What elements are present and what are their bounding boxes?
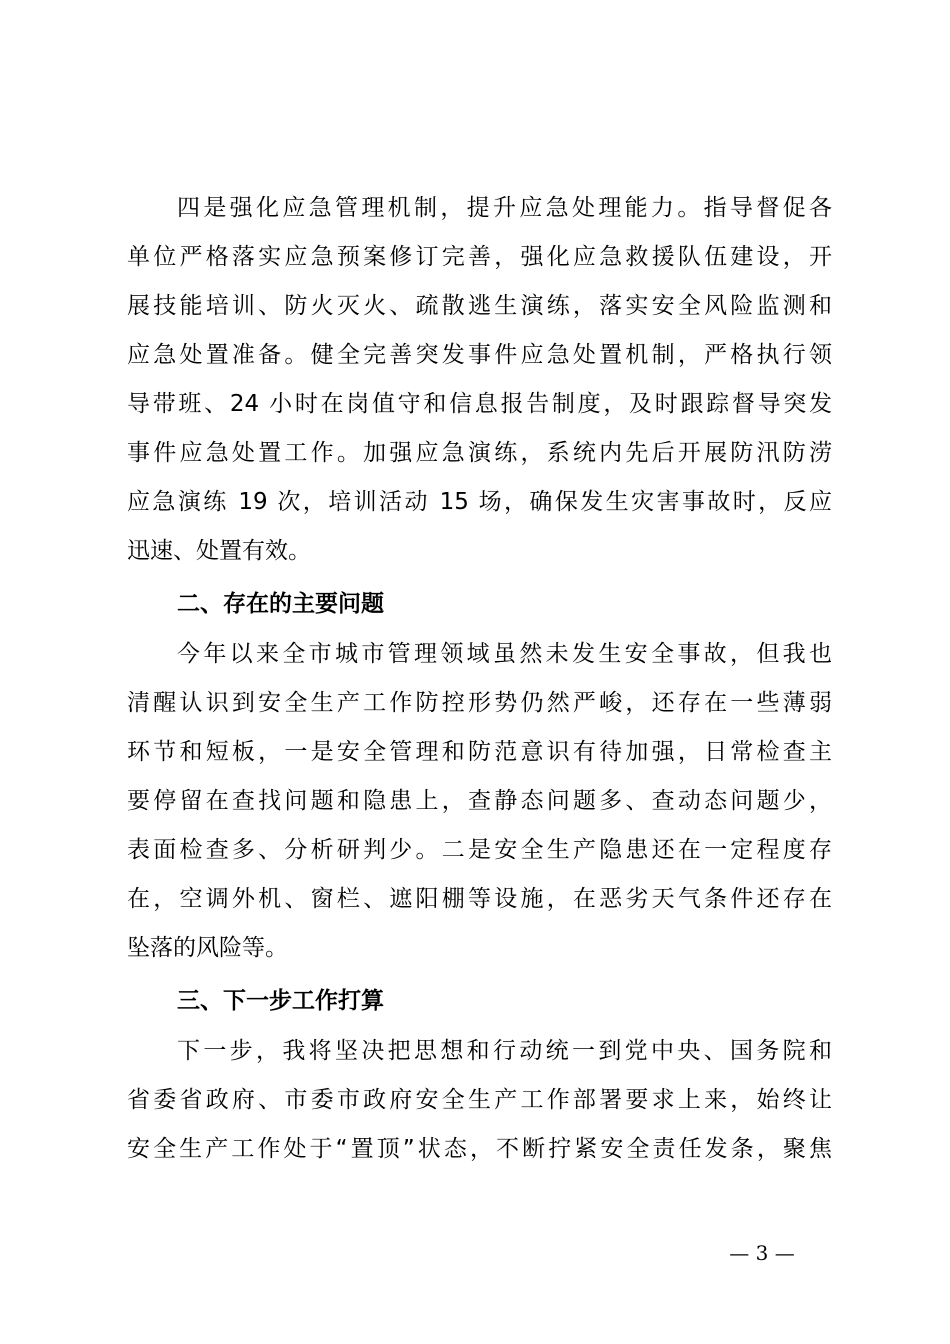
paragraph-line: 省委省政府、市委市政府安全生产工作部署要求上来，始终让 (127, 1087, 832, 1113)
paragraph-line: 清醒认识到安全生产工作防控形势仍然严峻，还存在一些薄弱 (127, 690, 832, 716)
paragraph-line: 应急处置准备。健全完善突发事件应急处置机制，严格执行领 (127, 342, 832, 368)
paragraph-line: 应急演练 19 次，培训活动 15 场，确保发生灾害事故时，反应 (127, 489, 832, 515)
paragraph-line: 展技能培训、防火灭火、疏散逃生演练，落实安全风险监测和 (127, 293, 832, 319)
paragraph-line: 四是强化应急管理机制，提升应急处理能力。指导督促各 (177, 195, 832, 221)
paragraph-line: 单位严格落实应急预案修订完善，强化应急救援队伍建设，开 (127, 244, 832, 270)
paragraph-line: 环节和短板，一是安全管理和防范意识有待加强，日常检查主 (127, 739, 832, 765)
page-number: — 3 — (729, 1241, 795, 1265)
paragraph-line: 坠落的风险等。 (127, 935, 288, 961)
section-heading-next-steps: 三、下一步工作打算 (177, 988, 384, 1014)
paragraph-line: 今年以来全市城市管理领域虽然未发生安全事故，但我也 (177, 641, 832, 667)
paragraph-line: 安全生产工作处于“置顶”状态，不断拧紧安全责任发条，聚焦 (127, 1136, 832, 1162)
paragraph-line: 表面检查多、分析研判少。二是安全生产隐患还在一定程度存 (127, 837, 832, 863)
paragraph-line: 在，空调外机、窗栏、遮阳棚等设施，在恶劣天气条件还存在 (127, 886, 832, 912)
section-heading-problems: 二、存在的主要问题 (177, 591, 384, 617)
paragraph-line: 下一步，我将坚决把思想和行动统一到党中央、国务院和 (177, 1038, 832, 1064)
paragraph-line: 导带班、24 小时在岗值守和信息报告制度，及时跟踪督导突发 (127, 391, 832, 417)
paragraph-line: 迅速、处置有效。 (127, 538, 311, 564)
paragraph-line: 要停留在查找问题和隐患上，查静态问题多、查动态问题少， (127, 788, 832, 814)
paragraph-line: 事件应急处置工作。加强应急演练，系统内先后开展防汛防涝 (127, 440, 832, 466)
